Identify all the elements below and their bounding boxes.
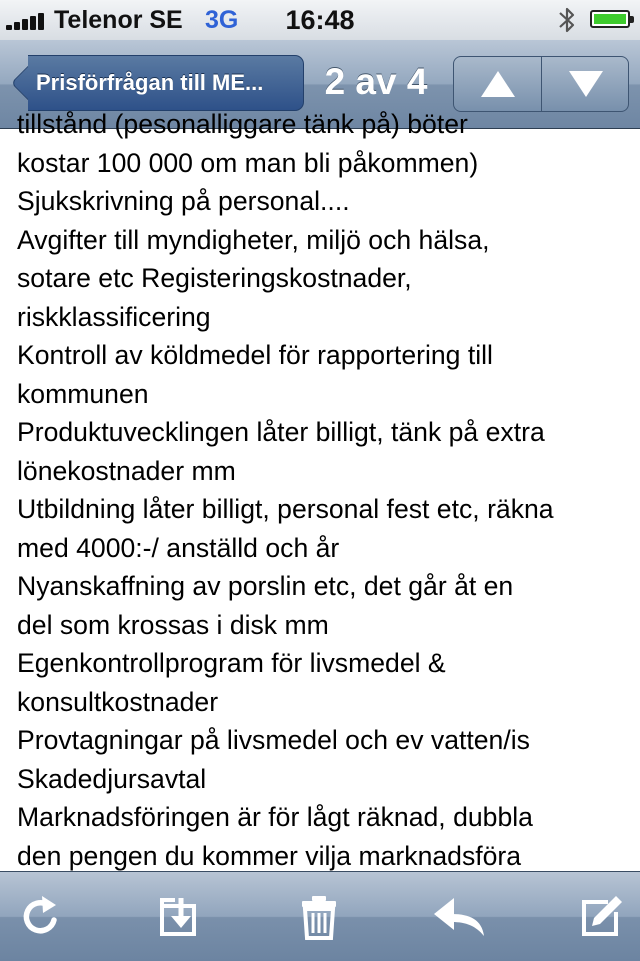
message-line: Marknadsföringen är för lågt räknad, dubbla: [17, 802, 533, 832]
back-button[interactable]: Prisförfrågan till ME...: [28, 55, 304, 111]
message-line: sotare etc Registeringskostnader,: [17, 263, 412, 293]
status-time: 16:48: [285, 5, 355, 35]
compose-icon[interactable]: [578, 894, 624, 940]
message-line: kommunen: [17, 378, 149, 409]
message-line: Nyanskaffning av porslin etc, det går åt en: [17, 571, 514, 601]
message-line: del som krossas i disk mm: [17, 609, 329, 640]
next-message-button[interactable]: [542, 57, 629, 111]
message-navigation-control: [453, 56, 629, 112]
reply-icon[interactable]: [432, 894, 488, 940]
message-line: riskklassificering: [17, 301, 211, 332]
message-line: Utbildning låter billigt, personal fest etc, räkna: [17, 494, 554, 524]
battery-level: [594, 14, 626, 24]
status-bar: [0, 0, 640, 40]
move-to-folder-icon[interactable]: [157, 894, 203, 940]
message-line: Egenkontrollprogram för livsmedel &: [17, 648, 446, 678]
message-line: kostar 100 000 om man bli påkommen): [17, 147, 479, 178]
message-line: tillstånd (pesonalliggare tänk på) böter: [17, 109, 468, 139]
message-counter: 2 av 4: [324, 61, 428, 102]
carrier-name: Telenor SE: [54, 6, 183, 34]
refresh-icon[interactable]: [18, 894, 64, 940]
bluetooth-icon: [556, 5, 578, 35]
previous-message-button[interactable]: [454, 57, 542, 111]
message-body[interactable]: [0, 109, 640, 871]
trash-icon[interactable]: [296, 894, 342, 940]
message-line: Sjukskrivning på personal....: [17, 186, 350, 216]
bottom-toolbar: [0, 871, 640, 961]
network-type: 3G: [205, 6, 239, 34]
message-line: Avgifter till myndigheter, miljö och hälsa,: [17, 224, 490, 255]
message-text: [0, 105, 632, 914]
message-line: lönekostnader mm: [17, 455, 236, 486]
message-line: Kontroll av köldmedel för rapportering till: [17, 340, 493, 370]
message-line: konsultkostnader: [17, 686, 219, 717]
message-line: den pengen du kommer vilja marknadsföra: [17, 840, 522, 871]
message-line: Provtagningar på livsmedel och ev vatten/is: [17, 725, 530, 755]
arrow-up-icon: [481, 71, 515, 97]
message-line: Produktuvecklingen låter billigt, tänk på extra: [17, 417, 545, 447]
message-line: med 4000:-/ anställd och år: [17, 532, 340, 563]
arrow-down-icon: [569, 71, 603, 97]
battery-icon: [590, 10, 630, 28]
message-line: Skadedjursavtal: [17, 763, 207, 794]
